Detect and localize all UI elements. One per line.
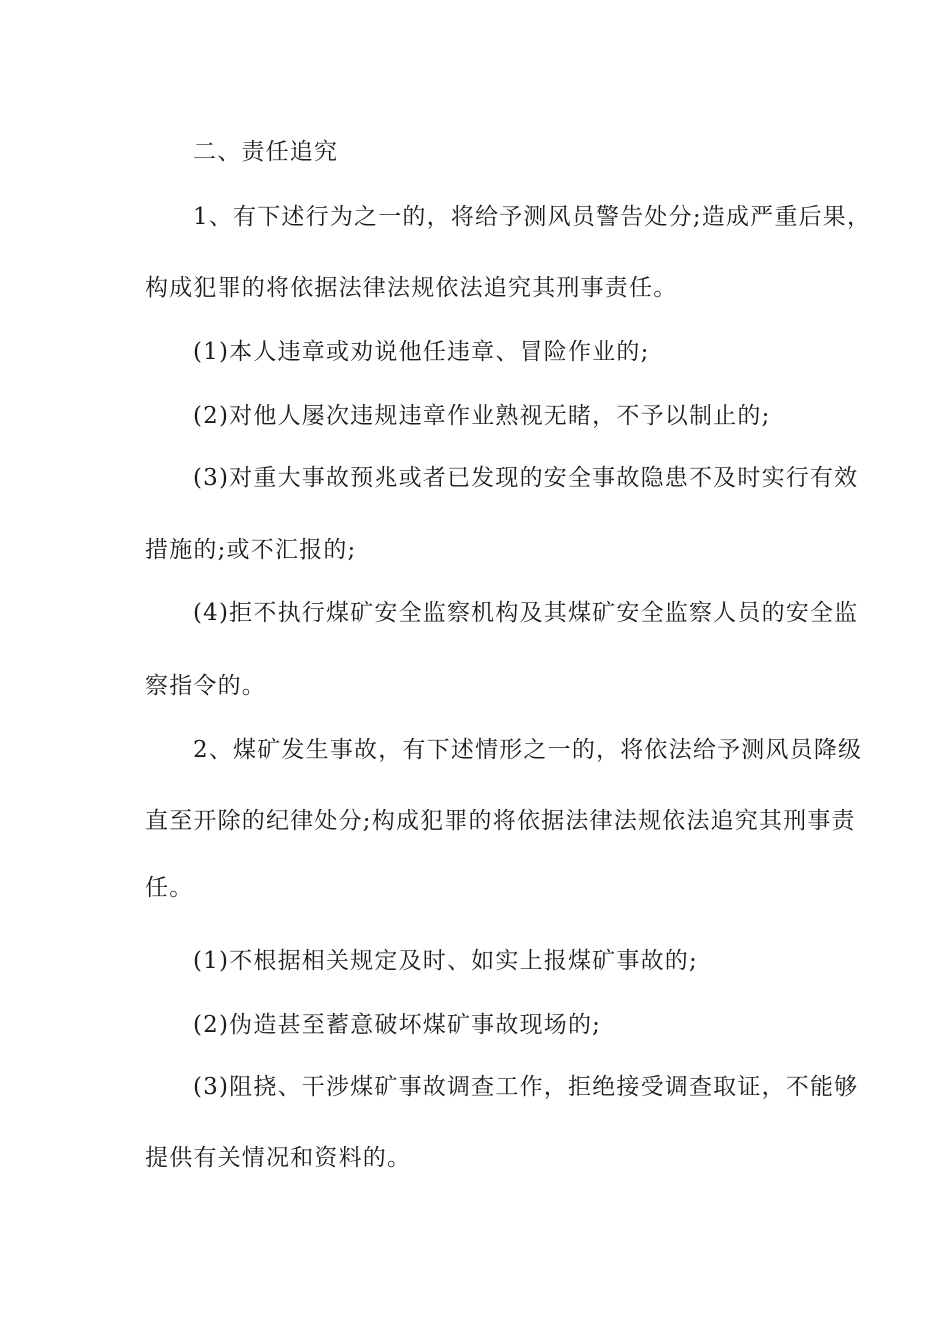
paragraph-line: 措施的;或不汇报的; <box>145 537 357 563</box>
paragraph-line: (3)阻挠、干涉煤矿事故调查工作，拒绝接受调查取证，不能够 <box>193 1074 859 1100</box>
paragraph-line: (1)本人违章或劝说他任违章、冒险作业的; <box>193 339 650 365</box>
paragraph-line: 直至开除的纪律处分;构成犯罪的将依据法律法规依法追究其刑事责 <box>145 808 856 834</box>
paragraph-line: (1)不根据相关规定及时、如实上报煤矿事故的; <box>193 948 698 974</box>
paragraph-line: (2)对他人屡次违规违章作业熟视无睹，不予以制止的; <box>193 403 771 429</box>
section-heading: 二、责任追究 <box>193 139 339 165</box>
paragraph-line: (3)对重大事故预兆或者已发现的安全事故隐患不及时实行有效 <box>193 465 859 491</box>
paragraph-line: 2、煤矿发生事故，有下述情形之一的，将依法给予测风员降级 <box>193 737 863 763</box>
paragraph-line: (4)拒不执行煤矿安全监察机构及其煤矿安全监察人员的安全监 <box>193 600 859 626</box>
paragraph-line: 提供有关情况和资料的。 <box>145 1145 412 1171</box>
paragraph-line: 察指令的。 <box>145 673 266 699</box>
paragraph-line: 任。 <box>145 875 194 901</box>
paragraph-line: (2)伪造甚至蓄意破坏煤矿事故现场的; <box>193 1012 602 1038</box>
paragraph-line: 构成犯罪的将依据法律法规依法追究其刑事责任。 <box>145 275 678 301</box>
paragraph-line: 1、有下述行为之一的，将给予测风员警告处分;造成严重后果， <box>193 204 872 230</box>
